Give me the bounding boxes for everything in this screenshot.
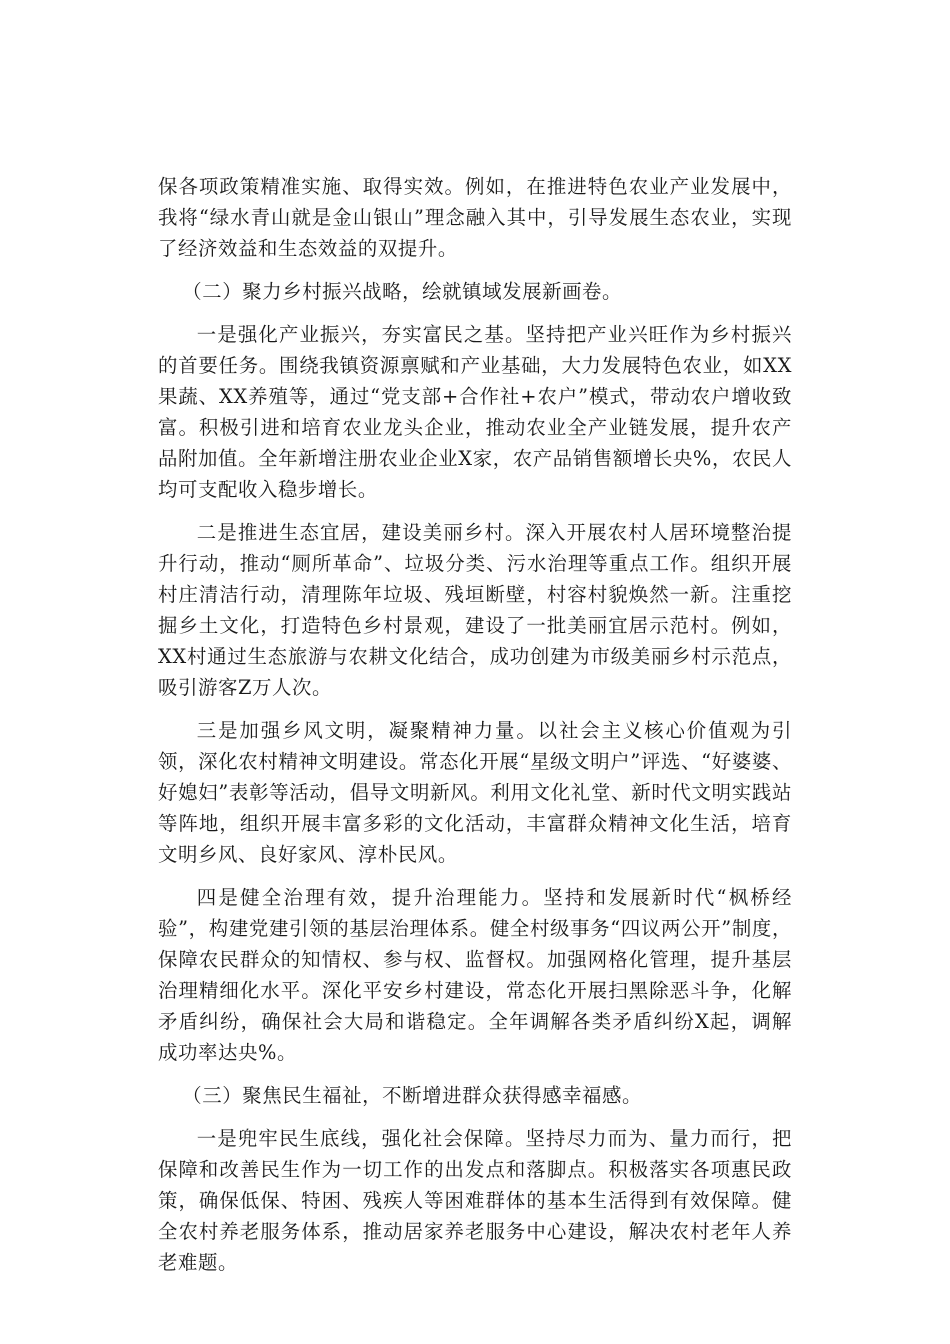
section-heading-2: （二）聚力乡村振兴战略，绘就镇域发展新画卷。 bbox=[182, 280, 623, 303]
paragraph-ecological-livability: 二是推进生态宜居，建设美丽乡村。深入开展农村人居环境整治提升行动，推动“厕所革命”、垃圾分类、污水治理等重点工作。组织开展村庄清洁行动，清理陈年垃圾、残垣断壁，村容村貌焕然一新。注重挖掘乡土文化，打造特色乡村景观，建设了一批美丽宜居示范村。例如，XX村通过生态旅游与农耕文化结合，成功创建为市级美丽乡村示范点，吸引游客Z万人次。 bbox=[158, 521, 792, 699]
paragraph-industry-revitalization: 一是强化产业振兴，夯实富民之基。坚持把产业兴旺作为乡村振兴的首要任务。围绕我镇资源禀赋和产业基础，大力发展特色农业，如XX果蔬、XX养殖等，通过“党支部+合作社+农户”模式，带动农户增收致富。积极引进和培育农业龙头企业，推动农业全产业链发展，提升农产品附加值。全年新增注册农业企业X家，农产品销售额增长央%，农民人均可支配收入稳步增长。 bbox=[158, 323, 792, 501]
paragraph-social-security: 一是兜牢民生底线，强化社会保障。坚持尽力而为、量力而行，把保障和改善民生作为一切工作的出发点和落脚点。积极落实各项惠民政策，确保低保、特困、残疾人等困难群体的基本生活得到有效保障。健全农村养老服务体系，推动居家养老服务中心建设，解决农村老年人养老难题。 bbox=[158, 1127, 792, 1274]
section-heading-3: （三）聚焦民生福祉，不断增进群众获得感幸福感。 bbox=[182, 1084, 643, 1107]
paragraph-effective-governance: 四是健全治理有效，提升治理能力。坚持和发展新时代“枫桥经验”，构建党建引领的基层治理体系。健全村级事务“四议两公开”制度，保障农民群众的知情权、参与权、监督权。加强网格化管理，提升基层治理精细化水平。深化平安乡村建设，常态化开展扫黑除恶斗争，化解矛盾纠纷，确保社会大局和谐稳定。全年调解各类矛盾纠纷X起，调解成功率达央%。 bbox=[158, 886, 792, 1064]
paragraph-rural-civilization: 三是加强乡风文明，凝聚精神力量。以社会主义核心价值观为引领，深化农村精神文明建设。常态化开展“星级文明户”评选、“好婆婆、好媳妇”表彰等活动，倡导文明新风。利用文化礼堂、新时代文明实践站等阵地，组织开展丰富多彩的文化活动，丰富群众精神文化生活，培育文明乡风、良好家风、淳朴民风。 bbox=[158, 719, 792, 866]
paragraph-continuation: 保各项政策精准实施、取得实效。例如，在推进特色农业产业发展中，我将“绿水青山就是金山银山”理念融入其中，引导发展生态农业，实现了经济效益和生态效益的双提升。 bbox=[158, 175, 792, 260]
